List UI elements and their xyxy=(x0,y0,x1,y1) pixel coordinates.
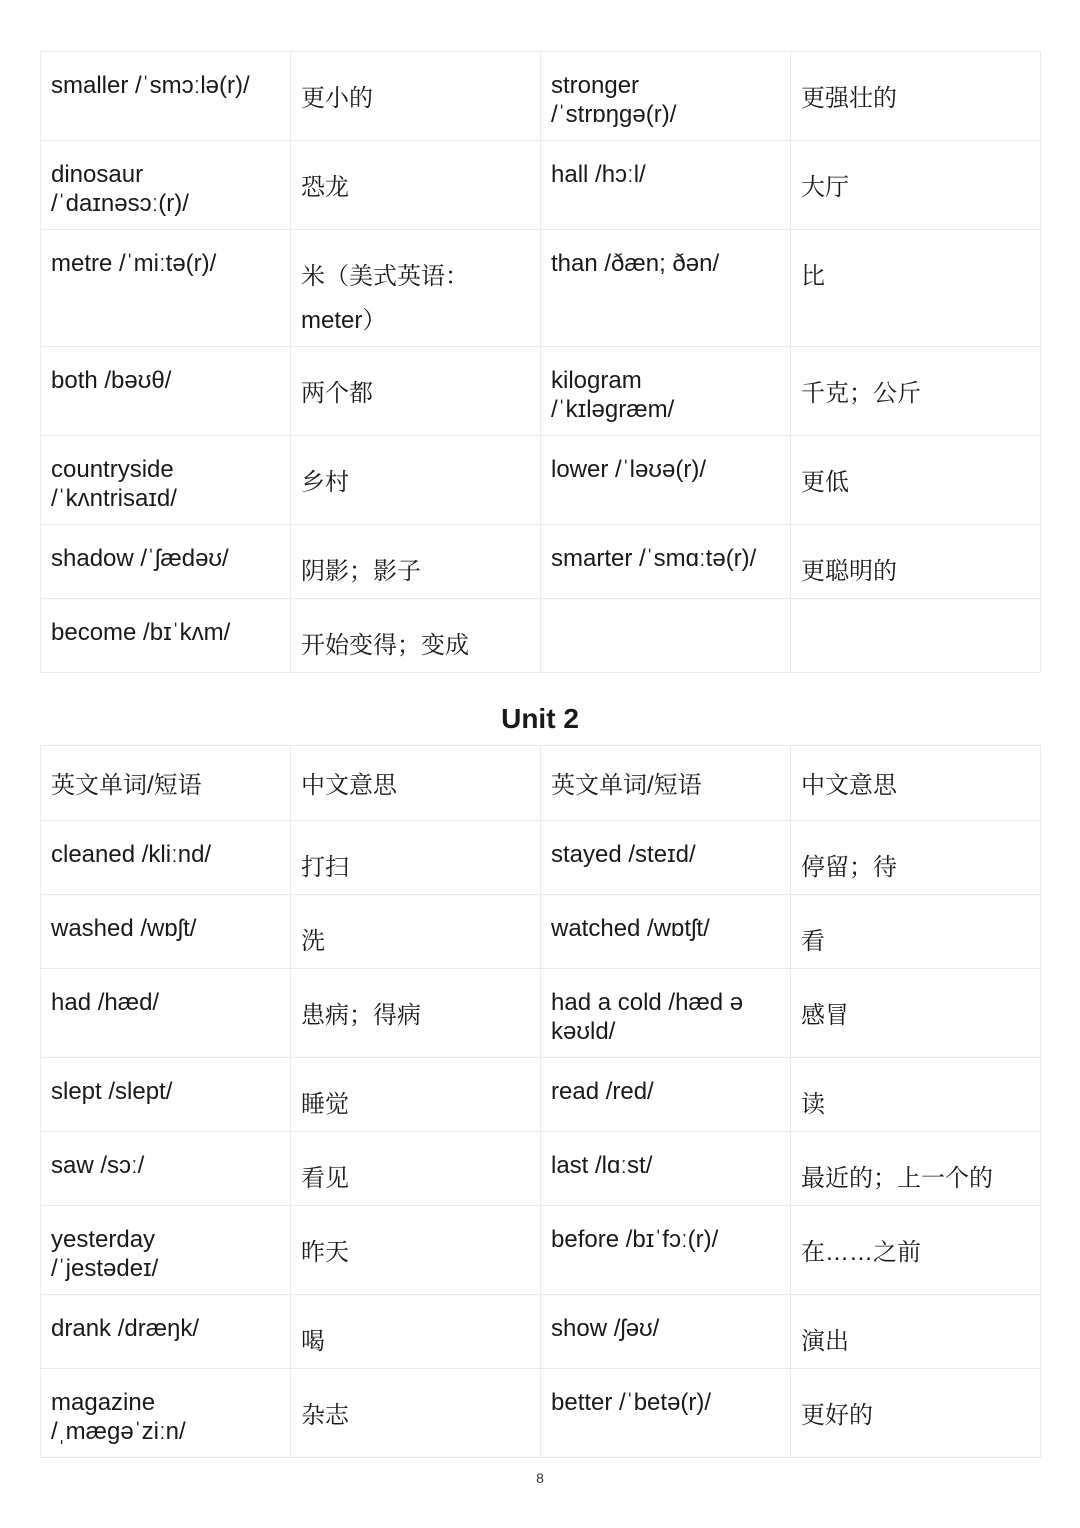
english-word-cell: had /hæd/ xyxy=(41,969,291,1058)
english-word-cell: both /bəʊθ/ xyxy=(41,347,291,436)
english-word-cell: washed /wɒʃt/ xyxy=(41,895,291,969)
chinese-meaning-cell: 更聪明的 xyxy=(791,525,1041,599)
english-word-cell xyxy=(541,599,791,673)
english-word-cell: than /ðæn; ðən/ xyxy=(541,230,791,347)
chinese-meaning-cell: 停留；待 xyxy=(791,821,1041,895)
table-row xyxy=(41,525,1041,599)
chinese-meaning-cell xyxy=(791,599,1041,673)
chinese-meaning-cell: 读 xyxy=(791,1058,1041,1132)
unit1-vocab-table xyxy=(40,51,1041,673)
header-chinese-meaning: 中文意思 xyxy=(791,746,1041,821)
header-english-word: 英文单词/短语 xyxy=(541,746,791,821)
chinese-meaning-cell: 大厅 xyxy=(791,141,1041,230)
chinese-meaning-cell: 看 xyxy=(791,895,1041,969)
chinese-meaning-cell: 看见 xyxy=(291,1132,541,1206)
table-row xyxy=(41,821,1041,895)
chinese-meaning-cell: 演出 xyxy=(791,1295,1041,1369)
page-number: 8 xyxy=(536,1470,544,1486)
header-chinese-meaning: 中文意思 xyxy=(291,746,541,821)
english-word-cell: countryside /ˈkʌntrisaɪd/ xyxy=(41,436,291,525)
english-word-cell: cleaned /kliːnd/ xyxy=(41,821,291,895)
table-row xyxy=(41,347,1041,436)
chinese-meaning-cell: 更低 xyxy=(791,436,1041,525)
english-word-cell: before /bɪˈfɔː(r)/ xyxy=(541,1206,791,1295)
chinese-meaning-cell: 洗 xyxy=(291,895,541,969)
chinese-meaning-cell: 米（美式英语： meter） xyxy=(291,230,541,347)
chinese-meaning-cell: 乡村 xyxy=(291,436,541,525)
table-row xyxy=(41,1058,1041,1132)
table-row xyxy=(41,1206,1041,1295)
table-row xyxy=(41,230,1041,347)
chinese-meaning-cell: 千克；公斤 xyxy=(791,347,1041,436)
english-word-cell: show /ʃəʊ/ xyxy=(541,1295,791,1369)
english-word-cell: kilogram /ˈkɪləgræm/ xyxy=(541,347,791,436)
table-row xyxy=(41,436,1041,525)
chinese-meaning-cell: 开始变得；变成 xyxy=(291,599,541,673)
chinese-meaning-cell: 患病；得病 xyxy=(291,969,541,1058)
english-word-cell: stronger /ˈstrɒŋgə(r)/ xyxy=(541,52,791,141)
english-word-cell: watched /wɒtʃt/ xyxy=(541,895,791,969)
chinese-meaning-cell: 两个都 xyxy=(291,347,541,436)
english-word-cell: smaller /ˈsmɔːlə(r)/ xyxy=(41,52,291,141)
table-row xyxy=(41,141,1041,230)
chinese-meaning-cell: 在……之前 xyxy=(791,1206,1041,1295)
english-word-cell: yesterday /ˈjestədeɪ/ xyxy=(41,1206,291,1295)
unit2-heading: Unit 2 xyxy=(501,703,579,734)
english-word-cell: metre /ˈmiːtə(r)/ xyxy=(41,230,291,347)
header-english-word: 英文单词/短语 xyxy=(41,746,291,821)
english-word-cell: become /bɪˈkʌm/ xyxy=(41,599,291,673)
table-row xyxy=(41,599,1041,673)
table-row xyxy=(41,1369,1041,1458)
chinese-meaning-cell: 阴影；影子 xyxy=(291,525,541,599)
chinese-meaning-cell: 杂志 xyxy=(291,1369,541,1458)
table-row xyxy=(41,1132,1041,1206)
chinese-meaning-cell: 比 xyxy=(791,230,1041,347)
table-header-row xyxy=(41,746,1041,821)
chinese-meaning-cell: 睡觉 xyxy=(291,1058,541,1132)
english-word-cell: stayed /steɪd/ xyxy=(541,821,791,895)
chinese-meaning-cell: 感冒 xyxy=(791,969,1041,1058)
chinese-meaning-cell: 喝 xyxy=(291,1295,541,1369)
table-row xyxy=(41,1295,1041,1369)
english-word-cell: smarter /ˈsmɑːtə(r)/ xyxy=(541,525,791,599)
english-word-cell: saw /sɔː/ xyxy=(41,1132,291,1206)
unit2-vocab-table xyxy=(40,745,1041,1458)
english-word-cell: hall /hɔːl/ xyxy=(541,141,791,230)
english-word-cell: last /lɑːst/ xyxy=(541,1132,791,1206)
chinese-meaning-cell: 最近的；上一个的 xyxy=(791,1132,1041,1206)
english-word-cell: drank /dræŋk/ xyxy=(41,1295,291,1369)
table-row xyxy=(41,969,1041,1058)
chinese-meaning-cell: 昨天 xyxy=(291,1206,541,1295)
english-word-cell: better /ˈbetə(r)/ xyxy=(541,1369,791,1458)
table-row xyxy=(41,52,1041,141)
english-word-cell: read /red/ xyxy=(541,1058,791,1132)
chinese-meaning-cell: 更好的 xyxy=(791,1369,1041,1458)
english-word-cell: magazine /ˌmægəˈziːn/ xyxy=(41,1369,291,1458)
chinese-meaning-cell: 打扫 xyxy=(291,821,541,895)
english-word-cell: dinosaur /ˈdaɪnəsɔː(r)/ xyxy=(41,141,291,230)
chinese-meaning-cell: 恐龙 xyxy=(291,141,541,230)
chinese-meaning-cell: 更小的 xyxy=(291,52,541,141)
english-word-cell: slept /slept/ xyxy=(41,1058,291,1132)
english-word-cell: had a cold /hæd ə kəʊld/ xyxy=(541,969,791,1058)
english-word-cell: shadow /ˈʃædəʊ/ xyxy=(41,525,291,599)
table-row xyxy=(41,895,1041,969)
chinese-meaning-cell: 更强壮的 xyxy=(791,52,1041,141)
english-word-cell: lower /ˈləʊə(r)/ xyxy=(541,436,791,525)
